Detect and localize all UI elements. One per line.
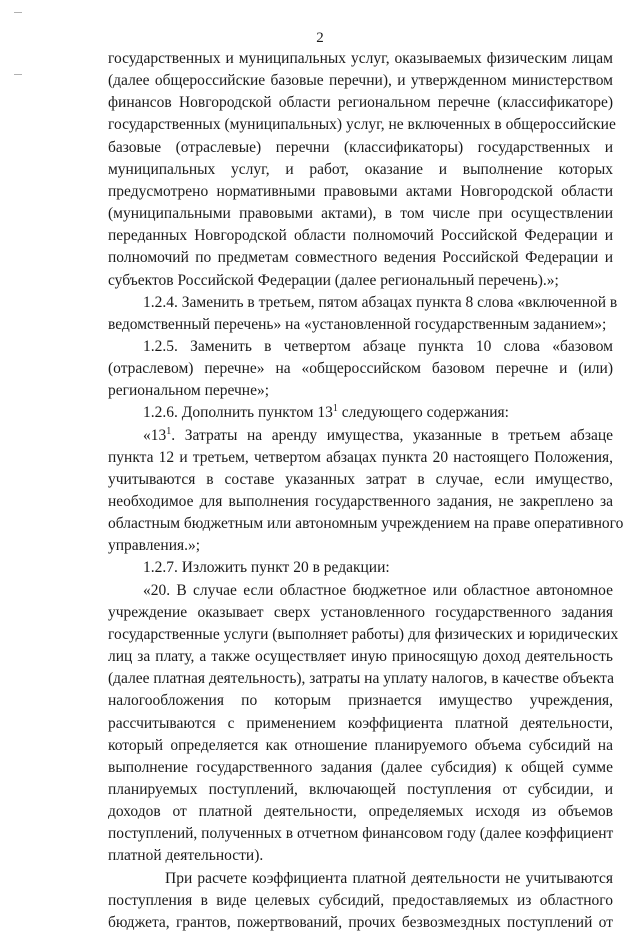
text-line-content: рассчитываются с применением коэффициента платной деятельности,	[108, 714, 613, 732]
text-line	[108, 646, 613, 668]
text-line-content: который определяется как отношение планируемого объема субсидий на	[108, 736, 613, 754]
text-line	[143, 402, 613, 424]
text-line-content: «13	[143, 426, 167, 444]
text-line	[108, 912, 613, 934]
text-line	[108, 757, 613, 779]
text-line	[108, 181, 613, 203]
text-line	[108, 70, 613, 92]
superscript: 1	[332, 403, 338, 415]
text-line	[108, 801, 613, 823]
text-line-content: предусмотрено нормативными правовыми актами Новгородской области	[108, 182, 613, 200]
text-line	[108, 735, 613, 757]
text-line-content: 1.2.4. Заменить в третьем, пятом абзацах пункта 8 слова «включенной в	[143, 293, 618, 311]
text-line	[108, 247, 613, 269]
text-line-content: выполнение государственного задания (далее субсидия) к общей сумме	[108, 758, 613, 776]
text-line-content: пункта 12 и третьем, четвертом абзацах пункта 20 настоящего Положения,	[108, 448, 613, 466]
text-line-content: платной деятельности).	[108, 847, 264, 865]
text-line	[108, 159, 613, 181]
text-line	[108, 535, 613, 557]
text-line	[108, 469, 613, 491]
text-line	[108, 823, 613, 845]
text-line-content: субъектов Российской Федерации (далее региональный перечень).»;	[108, 271, 559, 289]
text-line-content: полномочий по предметам совместного ведения Российской Федерации и	[108, 249, 613, 267]
text-line	[143, 425, 613, 447]
text-line-content: областным бюджетным или автономным учреждением на праве оперативного	[108, 515, 624, 533]
text-line	[108, 380, 613, 402]
text-line-content: 1.2.6. Дополнить пунктом 13	[143, 404, 333, 422]
text-line	[108, 314, 613, 336]
text-line	[108, 779, 613, 801]
text-line	[108, 890, 613, 912]
text-line	[143, 557, 613, 579]
text-line	[143, 292, 618, 314]
text-line	[108, 668, 613, 690]
text-line	[108, 690, 613, 712]
text-line	[108, 624, 619, 646]
margin-mark	[14, 12, 22, 13]
text-line	[108, 447, 613, 469]
text-line-content: планируемых поступлений, включающей поступления от субсидии, и	[108, 780, 613, 798]
text-line	[108, 845, 613, 867]
text-line-content: (далее общероссийские базовые перечни), и утвержденном министерством	[108, 72, 613, 90]
text-line-content: управления.»;	[108, 537, 201, 555]
text-line-content: доходов от платной деятельности, определяемых исходя из объемов	[108, 803, 613, 821]
text-line-content: ведомственный перечень» на «установленной государственным заданием»;	[108, 315, 607, 333]
text-line	[108, 491, 613, 513]
text-line-content: государственных и муниципальных услуг, оказываемых физическим лицам	[108, 50, 613, 67]
text-line-content: региональном перечне»;	[108, 382, 270, 400]
text-line-content: государственные услуги (выполняет работы) для физических и юридических	[108, 625, 619, 643]
text-line-continuation: . Затраты на аренду имущества, указанные в третьем абзаце	[171, 426, 613, 444]
text-line-content: налогообложения по которым признается имущество учреждения,	[108, 692, 613, 710]
text-line	[108, 713, 613, 735]
text-line-content: учреждение оказывает сверх установленного государственного задания	[108, 603, 613, 621]
page-number: 2	[316, 30, 324, 46]
text-line-content: 1.2.7. Изложить пункт 20 в редакции:	[143, 559, 390, 577]
text-line-content: необходимое для выполнения государственного задания, не закреплено за	[108, 493, 613, 510]
text-line	[108, 270, 613, 292]
text-line-content: муниципальных услуг, и работ, оказание и выполнение которых	[108, 160, 613, 178]
text-line	[108, 137, 613, 159]
text-line-content: поступлений, полученных в отчетном финансовом году (далее коэффициент	[108, 825, 614, 843]
text-line	[108, 48, 613, 70]
margin-mark	[14, 74, 22, 75]
text-line	[108, 203, 613, 225]
text-line-content: учитываются в составе указанных затрат в случае, если имущество,	[108, 470, 613, 488]
text-line	[108, 513, 624, 535]
superscript: 1	[166, 425, 172, 437]
text-line-content: бюджета, грантов, пожертвований, прочих безвозмездных поступлений от	[108, 913, 613, 931]
text-line-continuation: следующего содержания:	[337, 404, 509, 422]
text-line	[108, 114, 616, 136]
text-line-content: (отраслевом) перечне» на «общероссийском базовом перечне и (или)	[108, 360, 613, 378]
text-line-content: базовые (отраслевые) перечни (классификаторы) государственных и	[108, 138, 613, 156]
text-line	[143, 336, 613, 358]
text-line	[108, 225, 613, 247]
text-line-content: (далее платная деятельность), затраты на уплату налогов, в качестве объекта	[108, 670, 615, 688]
text-line-content: государственных (муниципальных) услуг, не включенных в общероссийские	[108, 116, 616, 134]
text-line	[165, 868, 613, 890]
text-line	[108, 92, 613, 114]
text-line-content: финансов Новгородской области региональном перечне (классификаторе)	[108, 94, 613, 112]
text-line	[143, 580, 613, 602]
text-line-content: «20. В случае если областное бюджетное или областное автономное	[143, 581, 613, 599]
text-line-content: 1.2.5. Заменить в четвертом абзаце пункта 10 слова «базовом	[143, 337, 613, 355]
text-line	[108, 358, 613, 380]
text-line-content: переданных Новгородской области полномочий Российской Федерации и	[108, 227, 613, 245]
text-line-content: поступления в виде целевых субсидий, предоставляемых из областного	[108, 891, 613, 909]
text-line	[108, 602, 613, 624]
text-line-content: При расчете коэффициента платной деятельности не учитываются	[165, 869, 613, 887]
text-line-content: (муниципальными правовыми актами), в том числе при осуществлении	[108, 205, 613, 223]
text-line-content: лиц за плату, а также осуществляет иную приносящую доход деятельность	[108, 648, 613, 666]
